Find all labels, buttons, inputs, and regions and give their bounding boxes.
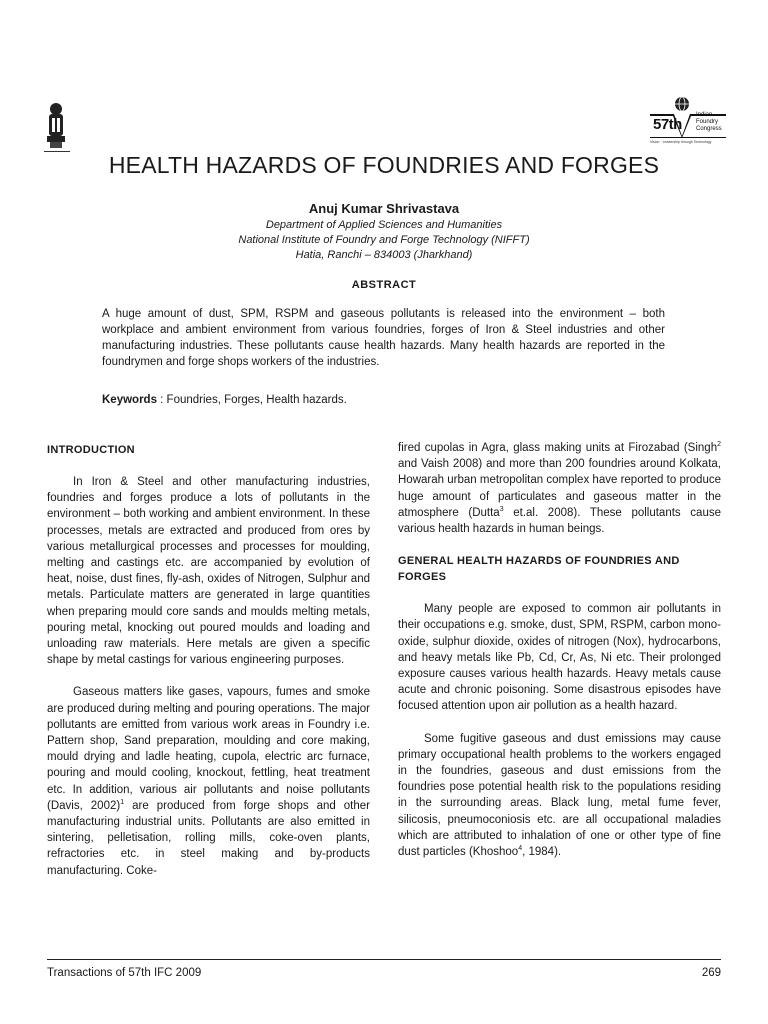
author-name: Anuj Kumar Shrivastava (308, 201, 460, 216)
affiliation-address: Hatia, Ranchi – 834003 (Jharkhand) (295, 249, 473, 261)
introduction-paragraph-2 (47, 684, 370, 878)
abstract-heading: ABSTRACT (351, 279, 417, 291)
logo-rule (650, 137, 726, 138)
logo-tagline: Vision · Leadership through Technology (650, 140, 712, 144)
author-affiliation (0, 218, 768, 263)
ifc-logo (650, 96, 726, 148)
logo-words (696, 112, 722, 133)
paper-title: HEALTH HAZARDS OF FOUNDRIES AND FORGES (108, 152, 660, 178)
general-hazards-heading: GENERAL HEALTH HAZARDS OF FOUNDRIES AND FORGES (398, 555, 680, 584)
hazards-paragraph-2 (398, 731, 721, 861)
paragraph-text: , 1984). (522, 846, 562, 859)
keywords (102, 392, 665, 408)
footer-journal: Transactions of 57th IFC 2009 (47, 967, 202, 979)
logo-number: 57th (653, 116, 682, 133)
right-column (398, 440, 721, 860)
logo-line1: Indian (696, 112, 713, 118)
abstract-text: A huge amount of dust, SPM, RSPM and gaseous pollutants is released into the environment – both workplace and ambient environment from various foundries, forges of Iron & Steel industries and other manufacturing industries. These pollutants cause health hazards. Many health hazards are reported in the foundrymen and forge shops workers of the industries. (102, 308, 665, 368)
footer-rule (47, 959, 721, 960)
logo-line3: Congress (696, 126, 722, 132)
citation-2: 2 (717, 441, 721, 449)
paragraph-text: fired cupolas in Agra, glass making units at Firozabad (Singh (398, 442, 718, 454)
paragraph-text: and Vaish 2008) and more than 200 foundries around Kolkata, Howarah urban metropolitan complex have reported to produce huge amount of particulates and gaseous matter in the atmosphere (Dutta (398, 458, 721, 519)
citation-1: 1 (120, 799, 125, 807)
citation-4: 4 (518, 845, 523, 853)
keywords-label: Keywords (102, 394, 157, 406)
national-emblem-icon (44, 102, 68, 150)
paragraph-text: et.al. 2008). These pollutants cause various health hazards in human beings. (398, 506, 721, 536)
paragraph-text: Gaseous matters like gases, vapours, fumes and smoke are produced during melting and pouring operations. The major pollutants are emitted from various work areas in Foundry i.e. Pattern shop, Sand preparation, moulding and core making, mould drying and ladle heating, cupola, electric arc furnace, pouring and mould cooling, knockout, fettling, heat treatment etc. In addition, various air pollutants and noise pollutants (Davis, 2002) (47, 686, 370, 812)
introduction-heading: INTRODUCTION (47, 444, 135, 456)
continued-paragraph (398, 440, 721, 537)
introduction-paragraph-1: In Iron & Steel and other manufacturing industries, foundries and forges produce a lots of pollutants in the environment – both working and ambient environment. In these processes, metals are extracted and produced from ores by various metallurgical processes and processes for moulding, melting and castings etc. are accompanied by evolution of heat, noise, dust fines, fly-ash, oxides of Nitrogen, Sulphur and metals. Particulate matters are generated in large quantities when preparing mould core sands and moulds melting metals, pouring metal, knocking out poured moulds and loading and unloading raw materials. Here metals are given a specific shape by metal castings for various engineering purposes. (47, 476, 370, 667)
keywords-value: : Foundries, Forges, Health hazards. (156, 394, 347, 406)
page-number: 269 (701, 967, 721, 979)
left-column (47, 442, 370, 879)
hazards-paragraph-1: Many people are exposed to common air pollutants in their occupations e.g. smoke, dust, SPM, RSPM, carbon mono-oxide, sulphur dioxide, oxides of nitrogen (Nox), hydrocarbons, and heavy metals like Pb, Cd, Cr, As, Ni etc. Their prolonged exposure causes various health hazards. Heavy metals cause acute and chronic poisoning. Some disastrous episodes have focused attention upon air pollution as a health hazard. (398, 603, 721, 713)
affiliation-department: Department of Applied Sciences and Humanities (265, 219, 503, 231)
paragraph-text: are produced from forge shops and other manufacturing industrial units. Pollutants are also emitted in sintering, pelletisation, rolling mills, coke-oven plants, refractories etc. in steel making and by-products manufacturing. Coke- (47, 799, 370, 877)
logo-line2: Foundry (696, 119, 719, 125)
affiliation-institute: National Institute of Foundry and Forge Technology (NIFFT) (238, 234, 530, 246)
paragraph-text: Some fugitive gaseous and dust emissions may cause primary occupational health problems to the workers engaged in the foundries, gaseous and dust emissions from the foundries pose potential health risk to the populations residing in the surrounding areas. Black lung, metal fume fever, silicosis, pneumoconiosis etc. are all occupational maladies which are attributed to inhalation of one or other type of fine dust particles (Khoshoo (398, 732, 721, 859)
citation-3: 3 (499, 505, 504, 513)
